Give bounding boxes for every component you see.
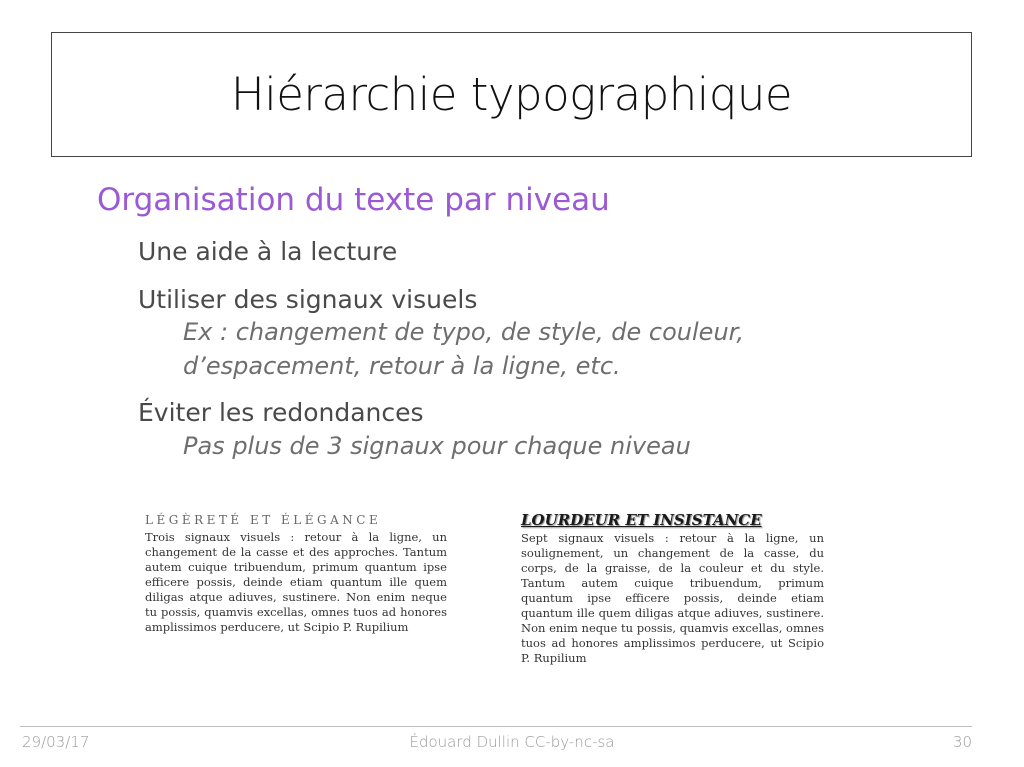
bullet-avoid-redundancy: Éviter les redondances: [138, 398, 424, 427]
sub-visual-signals-line2: d’espacement, retour à la ligne, etc.: [183, 352, 621, 380]
level1-heading: Organisation du texte par niveau: [97, 182, 610, 218]
footer-author: Édouard Dullin CC-by-nc-sa: [409, 733, 615, 751]
sub-avoid-redundancy: Pas plus de 3 signaux pour chaque niveau: [183, 432, 691, 460]
example-heavy: [521, 513, 824, 666]
bullet-visual-signals: Utiliser des signaux visuels: [138, 285, 478, 314]
page-number: 30: [952, 733, 972, 751]
sub-visual-signals-line1: Ex : changement de typo, de style, de couleur,: [183, 318, 744, 346]
example-light: [145, 513, 447, 635]
example-light-heading: LÉGÈRETÉ ET ÉLÉGANCE: [145, 513, 382, 527]
footer-divider: [20, 726, 972, 727]
bullet-reading-aid: Une aide à la lecture: [138, 237, 398, 266]
footer-date: 29/03/17: [22, 733, 90, 751]
example-heavy-body: Sept signaux visuels : retour à la ligne, un soulignement, un changement de la casse, du corps, de la graisse, de la couleur et du style. Tantum autem cuique tribuendum, primum quantum ipse efficere possis, deinde etiam quantum ille quem diligas atque adiuves, sustinere. Non enim neque tu possis, quamvis excellas, omnes tuos ad honores amplissimos perducere, ut Scipio P. Rupilium: [521, 531, 824, 665]
example-heavy-heading: LOURDEUR ET INSISTANCE: [521, 511, 762, 529]
slide-title: Hiérarchie typographique: [230, 68, 793, 121]
example-light-body: Trois signaux visuels : retour à la ligne, un changement de la casse et des approches. Tantum autem cuique tribuendum, primum quantum ipse efficere possis, deinde etiam quantum ille quem diligas atque adiuves, sustinere. Non enim neque tu possis, quamvis excellas, omnes tuos ad honores amplissimos perducere, ut Scipio P. Rupilium: [145, 530, 447, 634]
title-box: [51, 32, 972, 157]
